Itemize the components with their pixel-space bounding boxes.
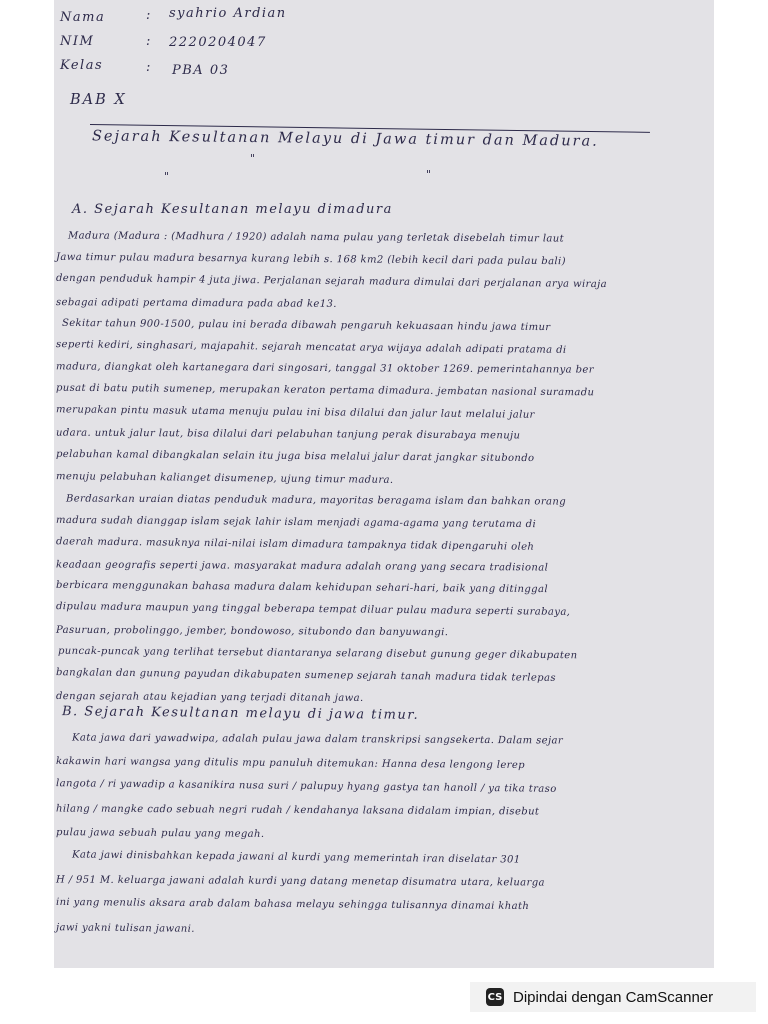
handwritten-line: madura, diangkat oleh kartanegara dari singosari, tanggal 31 oktober 1269. pemerintahannya ber	[55, 361, 594, 377]
handwritten-line: Sekitar tahun 900-1500, pulau ini berada dibawah pengaruh kekuasaan hindu jawa timur	[61, 317, 551, 333]
handwritten-line: Madura (Madura : (Madhura / 1920) adalah nama pulau yang terletak disebelah timur laut	[67, 230, 565, 245]
handwritten-line: daerah madura. masuknya nilai-nilai islam dimadura tampaknya tidak dipengaruhi oleh	[55, 535, 535, 553]
handwritten-line: seperti kediri, singhasari, majapahit. sejarah mencatat arya wijaya adalah adipati pratama di	[55, 338, 567, 356]
handwritten-line: sebagai adipati pertama dimadura pada abad ke13.	[55, 296, 337, 310]
handwritten-line: berbicara menggunakan bahasa madura dalam kehidupan sehari-hari, baik yang ditinggal	[55, 580, 549, 596]
nama-label: Nama	[60, 10, 106, 25]
camscanner-badge	[470, 982, 756, 1012]
handwritten-line: ini yang menulis aksara arab dalam bahasa melayu sehingga tulisannya dinamai khath	[55, 897, 530, 913]
handwritten-line: pelabuhan kamal dibangkalan selain itu juga bisa melalui jalur darat jangkar situbondo	[55, 448, 535, 465]
nama-separator: :	[146, 8, 152, 23]
nim-separator: :	[146, 34, 152, 49]
nim-label: NIM	[60, 34, 95, 49]
camscanner-label: Dipindai dengan CamScanner	[513, 988, 714, 1006]
kelas-separator: :	[146, 60, 152, 75]
handwritten-line: dengan penduduk hampir 4 juta jiwa. Perjalanan sejarah madura dimulai dari perjalanan arya wiraja	[55, 272, 608, 290]
handwritten-line: menuju pelabuhan kalianget disumenep, ujung timur madura.	[55, 470, 394, 486]
handwritten-line: kakawin hari wangsa yang ditulis mpu panuluh ditemukan: Hanna desa lengong lerep	[55, 755, 526, 771]
nama-value: syahrio Ardian	[169, 6, 287, 21]
camscanner-logo-icon: CS	[486, 988, 504, 1006]
handwritten-line: Jawa timur pulau madura besarnya kurang lebih s. 168 km2 (lebih kecil dari pada pulau bali)	[55, 251, 567, 268]
document-title: Sejarah Kesultanan Melayu di Jawa timur dan Madura.	[91, 128, 599, 150]
kelas-value: PBA 03	[172, 63, 230, 78]
ditto-mark-1: "	[250, 152, 256, 165]
kelas-label: Kelas	[60, 58, 104, 73]
ditto-mark-2: "	[164, 170, 170, 183]
handwritten-line: dipulau madura maupun yang tinggal beberapa tempat diluar pulau madura seperti surabaya,	[55, 601, 571, 619]
chapter-heading: BAB X	[70, 92, 127, 108]
scanned-page	[54, 0, 714, 968]
handwritten-line: dengan sejarah atau kejadian yang terjadi ditanah jawa.	[55, 690, 364, 704]
handwritten-line: pusat di batu putih sumenep, merupakan keraton pertama dimadura. jembatan nasional suramadu	[55, 382, 595, 399]
ditto-mark-3: "	[426, 168, 432, 181]
handwritten-line: puncak-puncak yang terlihat tersebut diantaranya selarang disebut gunung geger dikabupaten	[57, 645, 578, 662]
handwritten-line: Berdasarkan uraian diatas penduduk madura, mayoritas beragama islam dan bahkan orang	[65, 493, 567, 508]
handwritten-line: Pasuruan, probolinggo, jember, bondowoso, situbondo dan banyuwangi.	[55, 624, 449, 639]
handwritten-line: pulau jawa sebuah pulau yang megah.	[55, 827, 265, 841]
handwritten-line: udara. untuk jalur laut, bisa dilalui dari pelabuhan tanjung perak disurabaya menuju	[55, 427, 521, 442]
section-b-heading: B. Sejarah Kesultanan melayu di jawa timur.	[61, 704, 420, 723]
handwritten-line: Kata jawi dinisbahkan kepada jawani al kurdi yang memerintah iran diselatar 301	[71, 849, 521, 866]
handwritten-line: madura sudah dianggap islam sejak lahir islam menjadi agama-agama yang terutama di	[55, 514, 537, 530]
handwritten-line: H / 951 M. keluarga jawani adalah kurdi yang datang menetap disumatra utara, keluarga	[55, 874, 545, 889]
handwritten-line: bangkalan dan gunung payudan dikabupaten sumenep sejarah tanah madura tidak terlepas	[55, 667, 556, 684]
handwritten-line: hilang / mangke cado sebuah negri rudah / kendahanya laksana didalam impian, disebut	[55, 803, 540, 818]
section-a-heading: A. Sejarah Kesultanan melayu dimadura	[72, 202, 393, 217]
handwritten-line: jawi yakni tulisan jawani.	[55, 922, 195, 935]
handwritten-line: merupakan pintu masuk utama menuju pulau ini bisa dilalui dan jalur laut melalui jalur	[55, 404, 535, 421]
handwritten-line: langota / ri yawadip a kasanikira nusa suri / palupuy hyang gastya tan hanoll / ya tika traso	[55, 778, 557, 796]
handwritten-line: keadaan geografis seperti jawa. masyarakat madura adalah orang yang secara tradisional	[55, 558, 549, 574]
handwritten-line: Kata jawa dari yawadwipa, adalah pulau jawa dalam transkripsi sangsekerta. Dalam sejar	[71, 732, 564, 747]
nim-value: 2220204047	[169, 35, 267, 50]
